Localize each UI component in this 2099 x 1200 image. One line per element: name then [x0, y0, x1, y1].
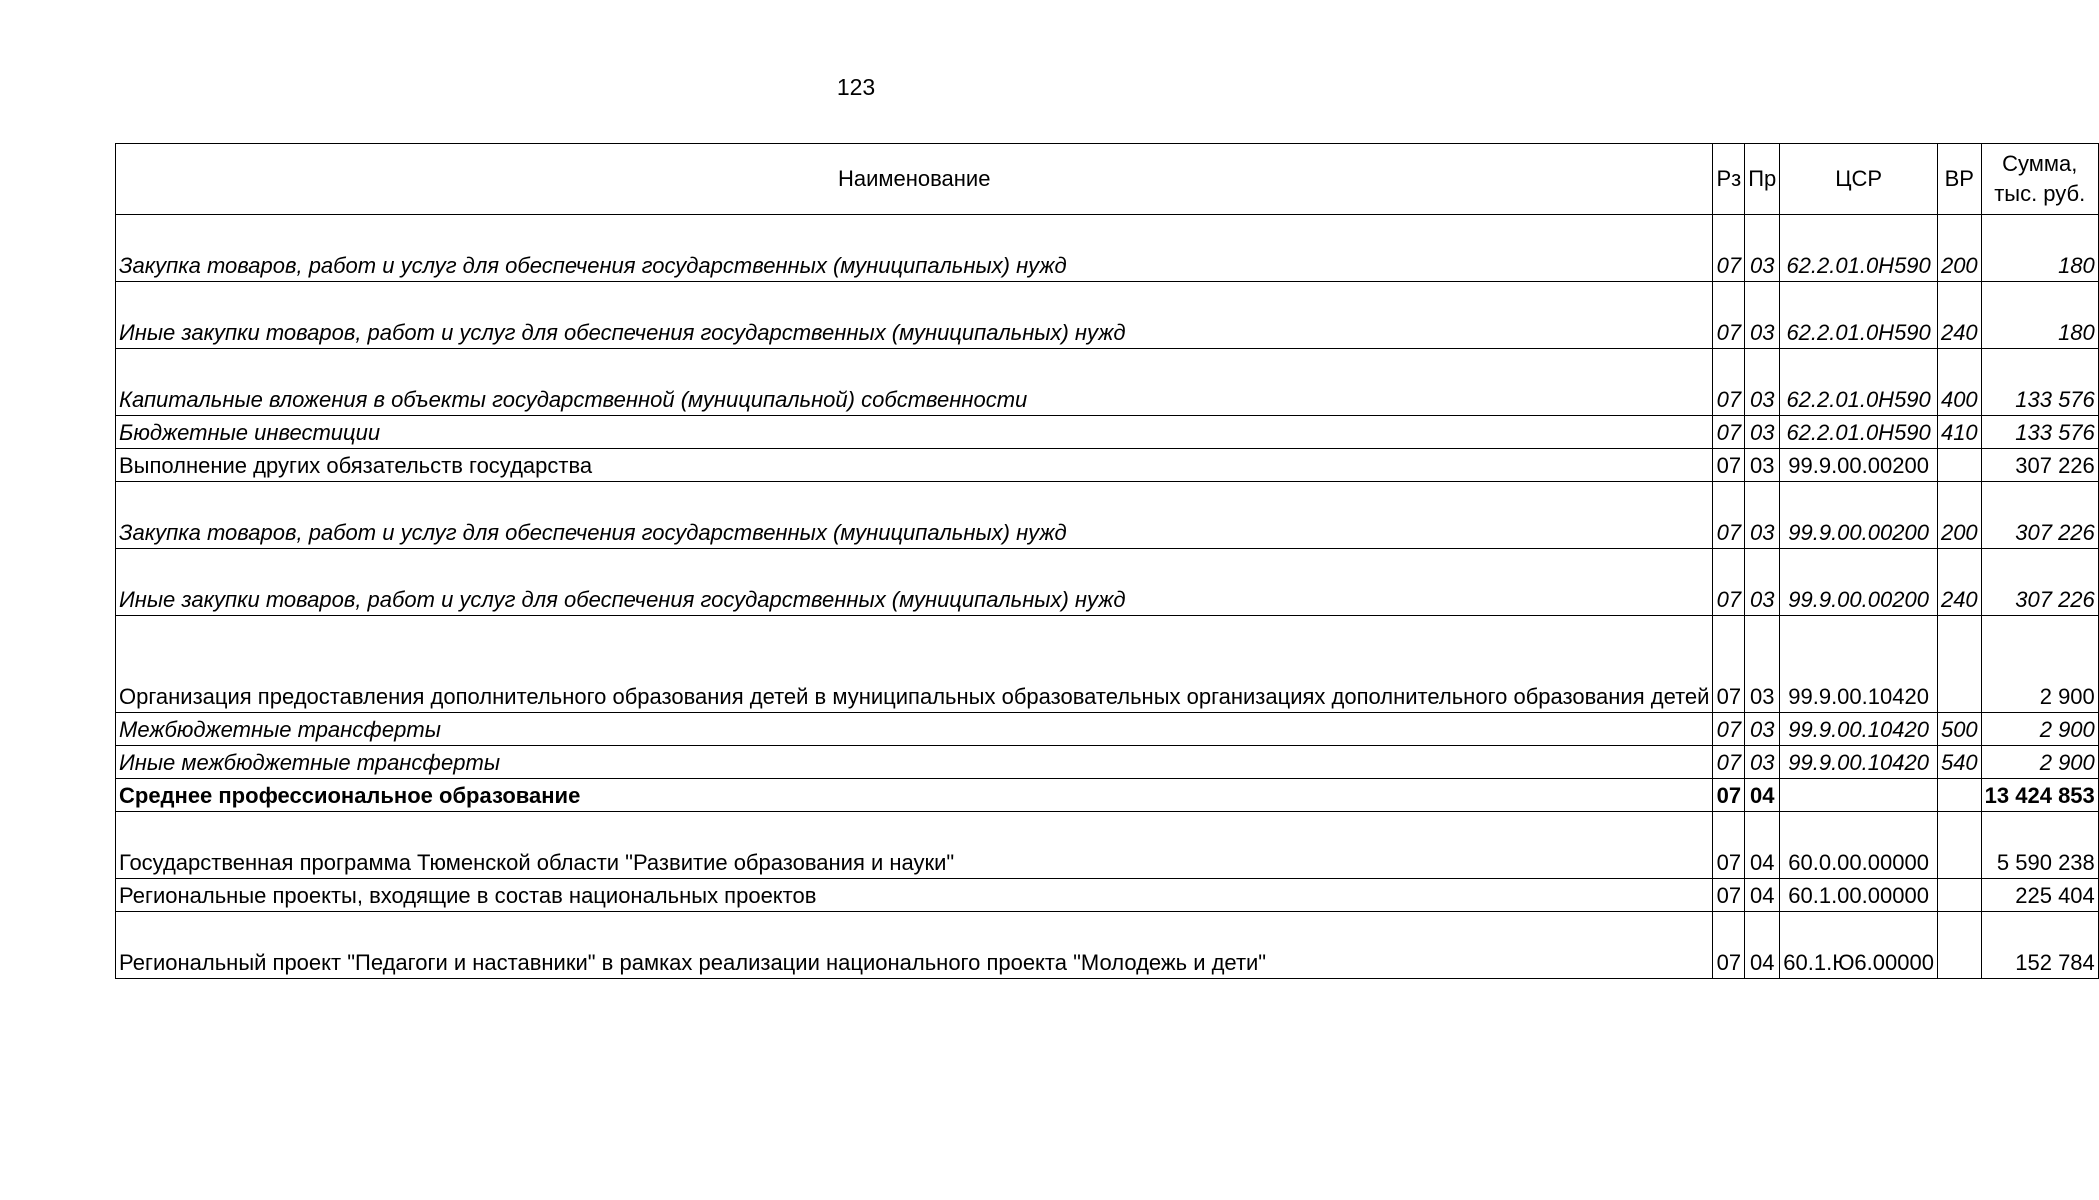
row-csr: 62.2.01.0Н590	[1780, 215, 1938, 282]
row-vr: 500	[1937, 713, 1981, 746]
row-csr: 62.2.01.0Н590	[1780, 282, 1938, 349]
row-vr: 200	[1937, 215, 1981, 282]
row-csr: 99.9.00.00200	[1780, 449, 1938, 482]
table-row	[116, 449, 2099, 482]
row-csr	[1780, 779, 1938, 812]
row-rz: 07	[1713, 482, 1745, 549]
row-pr: 03	[1745, 549, 1780, 616]
row-pr: 03	[1745, 713, 1780, 746]
row-csr: 99.9.00.10420	[1780, 616, 1938, 713]
row-sum: 307 226	[1981, 482, 2098, 549]
row-rz: 07	[1713, 282, 1745, 349]
row-name: Иные закупки товаров, работ и услуг для обеспечения государственных (муниципальных) нужд	[116, 282, 1713, 349]
table-header-row	[116, 144, 2099, 215]
row-name: Региональные проекты, входящие в состав национальных проектов	[116, 879, 1713, 912]
row-sum: 307 226	[1981, 549, 2098, 616]
row-pr: 03	[1745, 282, 1780, 349]
row-pr: 04	[1745, 812, 1780, 879]
table-row	[116, 549, 2099, 616]
row-pr: 03	[1745, 349, 1780, 416]
row-csr: 99.9.00.10420	[1780, 746, 1938, 779]
row-name: Иные закупки товаров, работ и услуг для обеспечения государственных (муниципальных) нужд	[116, 549, 1713, 616]
row-name: Иные межбюджетные трансферты	[116, 746, 1713, 779]
row-sum: 2 900	[1981, 746, 2098, 779]
row-csr: 99.9.00.00200	[1780, 482, 1938, 549]
row-pr: 04	[1745, 879, 1780, 912]
row-pr: 03	[1745, 416, 1780, 449]
row-sum: 152 784	[1981, 912, 2098, 979]
header-pr: Пр	[1745, 144, 1780, 215]
row-csr: 62.2.01.0Н590	[1780, 349, 1938, 416]
row-name: Организация предоставления дополнительного образования детей в муниципальных образовательных организациях дополнительного образования детей	[116, 616, 1713, 713]
row-rz: 07	[1713, 616, 1745, 713]
row-csr: 60.1.Ю6.00000	[1780, 912, 1938, 979]
row-name: Региональный проект "Педагоги и наставники" в рамках реализации национального проекта "Молодежь и дети"	[116, 912, 1713, 979]
row-sum: 2 900	[1981, 616, 2098, 713]
header-vr: ВР	[1937, 144, 1981, 215]
row-vr: 200	[1937, 482, 1981, 549]
table-row	[116, 713, 2099, 746]
table-row	[116, 779, 2099, 812]
table-row	[116, 616, 2099, 713]
row-sum: 225 404	[1981, 879, 2098, 912]
row-rz: 07	[1713, 549, 1745, 616]
table-row	[116, 912, 2099, 979]
row-vr: 240	[1937, 282, 1981, 349]
row-name: Закупка товаров, работ и услуг для обеспечения государственных (муниципальных) нужд	[116, 482, 1713, 549]
table-row	[116, 746, 2099, 779]
row-sum: 13 424 853	[1981, 779, 2098, 812]
row-csr: 62.2.01.0Н590	[1780, 416, 1938, 449]
row-vr	[1937, 912, 1981, 979]
row-pr: 04	[1745, 779, 1780, 812]
row-name: Выполнение других обязательств государства	[116, 449, 1713, 482]
budget-table	[115, 143, 2099, 979]
header-sum: Сумма, тыс. руб.	[1981, 144, 2098, 215]
row-rz: 07	[1713, 746, 1745, 779]
table-row	[116, 812, 2099, 879]
row-sum: 180	[1981, 215, 2098, 282]
row-rz: 07	[1713, 416, 1745, 449]
row-pr: 03	[1745, 449, 1780, 482]
row-name: Бюджетные инвестиции	[116, 416, 1713, 449]
row-sum: 307 226	[1981, 449, 2098, 482]
row-vr: 240	[1937, 549, 1981, 616]
row-pr: 04	[1745, 912, 1780, 979]
row-pr: 03	[1745, 746, 1780, 779]
row-vr: 410	[1937, 416, 1981, 449]
row-rz: 07	[1713, 779, 1745, 812]
row-name: Межбюджетные трансферты	[116, 713, 1713, 746]
page-number: 123	[836, 74, 876, 100]
row-rz: 07	[1713, 879, 1745, 912]
row-csr: 99.9.00.10420	[1780, 713, 1938, 746]
table-row	[116, 349, 2099, 416]
row-sum: 133 576	[1981, 416, 2098, 449]
row-name: Закупка товаров, работ и услуг для обеспечения государственных (муниципальных) нужд	[116, 215, 1713, 282]
header-rz: Рз	[1713, 144, 1745, 215]
table-row	[116, 282, 2099, 349]
row-pr: 03	[1745, 215, 1780, 282]
row-vr	[1937, 616, 1981, 713]
row-sum: 2 900	[1981, 713, 2098, 746]
row-csr: 99.9.00.00200	[1780, 549, 1938, 616]
header-csr: ЦСР	[1780, 144, 1938, 215]
row-rz: 07	[1713, 349, 1745, 416]
table-row	[116, 879, 2099, 912]
row-rz: 07	[1713, 812, 1745, 879]
row-sum: 5 590 238	[1981, 812, 2098, 879]
table-row	[116, 416, 2099, 449]
row-rz: 07	[1713, 912, 1745, 979]
row-vr	[1937, 779, 1981, 812]
row-pr: 03	[1745, 482, 1780, 549]
row-csr: 60.0.00.00000	[1780, 812, 1938, 879]
row-name: Среднее профессиональное образование	[116, 779, 1713, 812]
row-rz: 07	[1713, 713, 1745, 746]
row-vr: 540	[1937, 746, 1981, 779]
row-sum: 133 576	[1981, 349, 2098, 416]
row-csr: 60.1.00.00000	[1780, 879, 1938, 912]
row-name: Капитальные вложения в объекты государственной (муниципальной) собственности	[116, 349, 1713, 416]
row-rz: 07	[1713, 449, 1745, 482]
row-vr	[1937, 449, 1981, 482]
row-vr	[1937, 812, 1981, 879]
row-rz: 07	[1713, 215, 1745, 282]
table-row	[116, 482, 2099, 549]
row-name: Государственная программа Тюменской области "Развитие образования и науки"	[116, 812, 1713, 879]
row-pr: 03	[1745, 616, 1780, 713]
row-vr	[1937, 879, 1981, 912]
header-name: Наименование	[116, 144, 1713, 215]
row-sum: 180	[1981, 282, 2098, 349]
row-vr: 400	[1937, 349, 1981, 416]
table-row	[116, 215, 2099, 282]
